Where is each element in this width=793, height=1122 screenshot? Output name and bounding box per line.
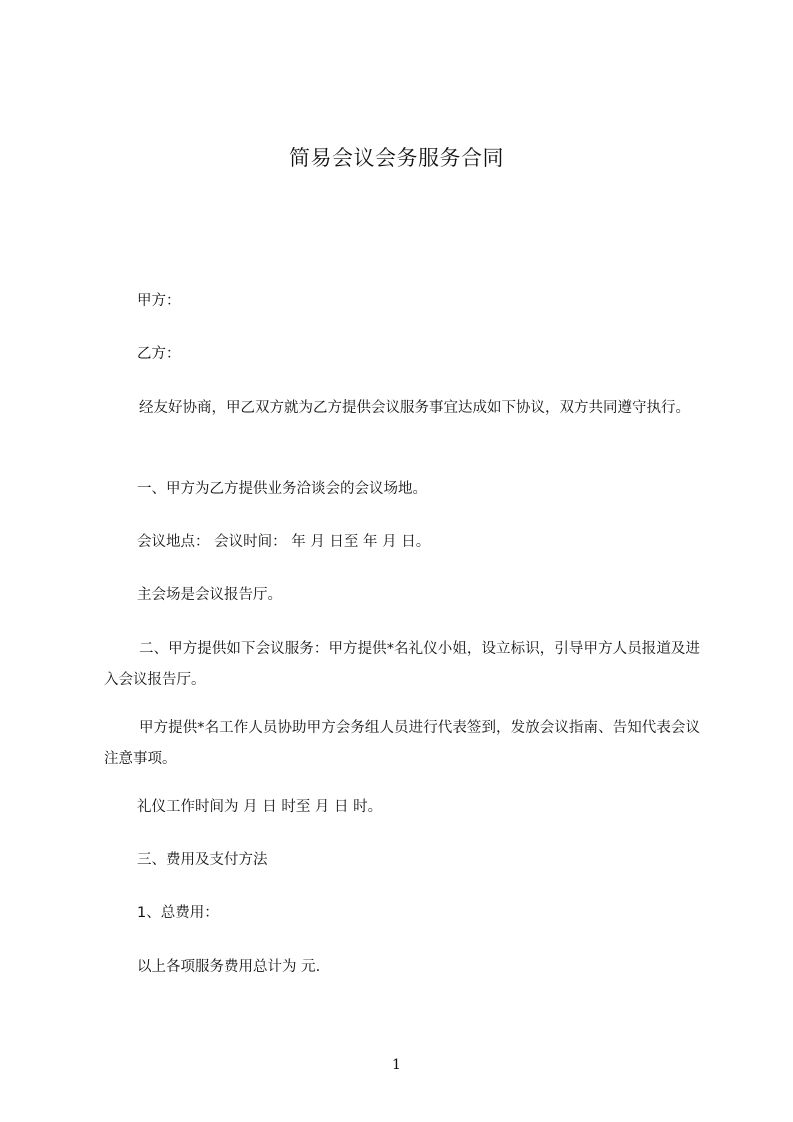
main-venue-line: 主会场是会议报告厅。 [137, 587, 282, 603]
party-a-line: 甲方： [137, 293, 181, 309]
section-1-heading: 一、甲方为乙方提供业务洽谈会的会议场地。 [137, 481, 427, 497]
intro-paragraph: 经友好协商，甲乙双方就为乙方提供会议服务事宜达成如下协议，双方共同遵守执行。 [139, 400, 690, 416]
party-b-line: 乙方： [137, 346, 181, 362]
page-number: 1 [392, 1057, 401, 1073]
meeting-place-time-line: 会议地点： 会议时间： 年 月 日至 年 月 日。 [137, 534, 431, 550]
section-3-heading: 三、费用及支付方法 [137, 852, 268, 868]
total-cost-line: 以上各项服务费用总计为 元. [137, 959, 321, 975]
document-title: 简易会议会务服务合同 [289, 146, 504, 170]
section-2-paragraph-1: 二、甲方提供如下会议服务：甲方提供*名礼仪小姐，设立标识，引导甲方人员报道及进入会议报告厅。 [104, 641, 700, 688]
etiquette-hours-line: 礼仪工作时间为 月 日 时至 月 日 时。 [137, 799, 383, 815]
item-1-total-cost-heading: 1、总费用： [137, 905, 219, 921]
section-2-paragraph-2: 甲方提供*名工作人员协助甲方会务组人员进行代表签到，发放会议指南、告知代表会议注意事项。 [104, 720, 700, 767]
